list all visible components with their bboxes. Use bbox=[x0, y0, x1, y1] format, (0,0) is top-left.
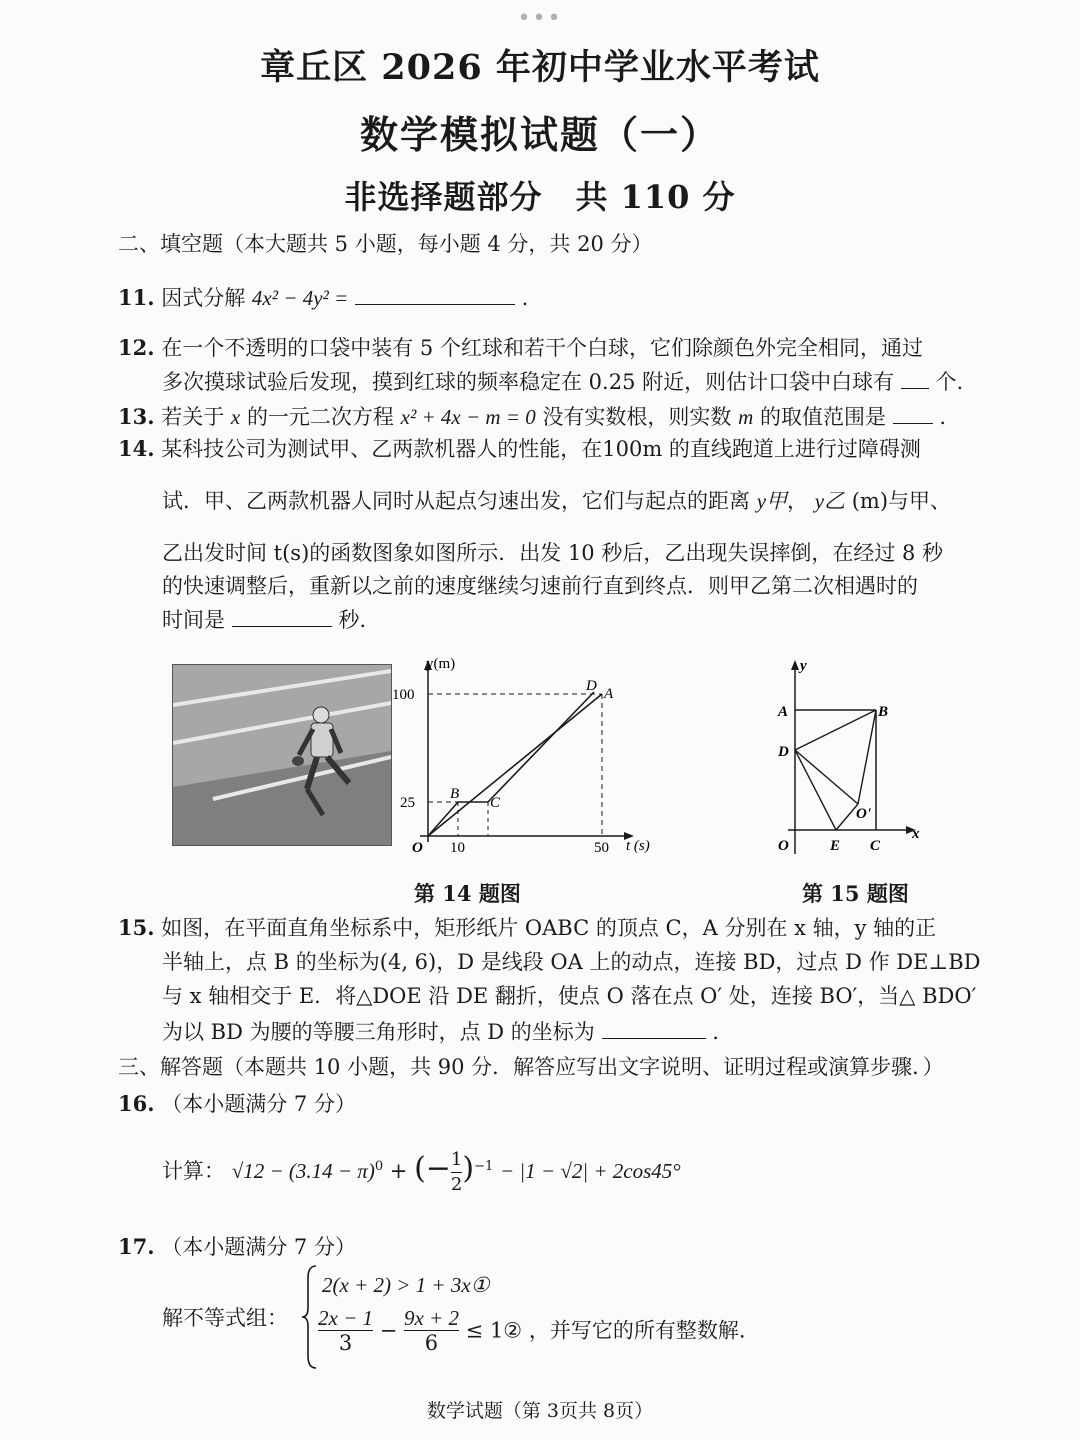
q17-ineq1 bbox=[322, 1270, 489, 1300]
fig14-xtick-50: 50 bbox=[594, 840, 609, 856]
fig14-point-b: B bbox=[450, 786, 460, 802]
fig15-label-a: A bbox=[778, 704, 789, 720]
q13 bbox=[118, 401, 946, 432]
q15-text4: 为以 BD 为腰的等腰三角形时，点 D 的坐标为 bbox=[162, 1020, 595, 1044]
fig14-ylabel: y(m) bbox=[426, 656, 456, 672]
q14-line2 bbox=[162, 486, 951, 516]
fig14-origin: O bbox=[412, 840, 423, 856]
q11-text: 因式分解 bbox=[161, 286, 246, 310]
part-title: 非选择题部分 共 110 分 bbox=[344, 178, 736, 216]
q16-paren-open: (− bbox=[414, 1151, 451, 1186]
q12-line2 bbox=[162, 366, 963, 397]
paper-title: 数学模拟试题（一） bbox=[359, 112, 720, 157]
fig15-graph bbox=[768, 654, 938, 864]
q15-line2: 半轴上，点 B 的坐标为(4, 6)，D 是线段 OA 上的动点，连接 BD，过点 D 作 DE⊥BD bbox=[162, 950, 981, 974]
q13-var-m: m bbox=[738, 405, 754, 429]
fig14-caption: 第 14 题图 bbox=[414, 881, 521, 906]
q17-brace bbox=[300, 1264, 320, 1370]
fig15-caption: 第 15 题图 bbox=[802, 881, 909, 906]
q14-y1: y甲 bbox=[756, 489, 788, 513]
q17-number: 17. bbox=[118, 1234, 155, 1259]
fig15-db bbox=[795, 710, 876, 750]
q16-expression bbox=[162, 1148, 681, 1197]
q13-var-x: x bbox=[230, 405, 241, 429]
q12-end: 个. bbox=[935, 370, 964, 394]
q13-end: . bbox=[939, 405, 947, 429]
fig15-xlabel: x bbox=[912, 826, 920, 842]
q17-frac2-num: 9x + 2 bbox=[403, 1306, 459, 1330]
q14-line3: 乙出发时间 t(s)的函数图象如图所示．出发 10 秒后，乙出现失误摔倒，在经过 8 秒 bbox=[162, 541, 944, 565]
q11-answer-blank bbox=[355, 282, 515, 305]
fig14-point-c: C bbox=[490, 795, 501, 811]
q17-frac1-num: 2x − 1 bbox=[318, 1306, 373, 1330]
fig14-xlabel: t (s) bbox=[626, 838, 650, 854]
q16-header bbox=[118, 1089, 356, 1119]
q14-number: 14. bbox=[118, 436, 155, 461]
q16-label: 计算： bbox=[162, 1159, 225, 1183]
fig15-label-c: C bbox=[870, 838, 881, 854]
q14-line4: 的快速调整后，重新以之前的速度继续匀速前行直到终点．则甲乙第二次相遇时的 bbox=[162, 574, 918, 598]
fig15-ob bbox=[858, 710, 876, 804]
q14-line5 bbox=[162, 604, 366, 635]
q13-equation: x² + 4x − m = 0 bbox=[400, 405, 536, 429]
q16-plus: + bbox=[389, 1159, 408, 1183]
q17-frac1 bbox=[318, 1306, 373, 1355]
q16-exp0: 0 bbox=[374, 1159, 384, 1174]
q14-text1: 某科技公司为测试甲、乙两款机器人的性能，在100m 的直线跑道上进行过障碍测 bbox=[161, 437, 921, 461]
q15-line1 bbox=[118, 913, 936, 943]
q14-y2: y乙 bbox=[814, 489, 846, 513]
fig15-label-d: D bbox=[778, 744, 789, 760]
q13-number: 13. bbox=[118, 404, 155, 429]
q11-expression: 4x² − 4y² = bbox=[251, 286, 349, 310]
fig15-de bbox=[795, 750, 836, 830]
q17-ineq1-text: 2(x + 2) > 1 + 3x① bbox=[322, 1273, 490, 1297]
exam-title: 章丘区 2026 年初中学业水平考试 bbox=[260, 47, 820, 88]
q17-tail: ，并写它的所有整数解. bbox=[528, 1318, 746, 1343]
q17-frac2 bbox=[404, 1306, 459, 1355]
q17-score: （本小题满分 7 分） bbox=[161, 1235, 356, 1259]
q15-line3: 与 x 轴相交于 E．将△DOE 沿 DE 翻折，使点 O 落在点 O′ 处，连接 BO′，当△ BDO′ bbox=[162, 984, 977, 1008]
q16-exp-neg1: −1 bbox=[474, 1159, 494, 1174]
q11 bbox=[118, 282, 528, 313]
q13-mid2: 没有实数根，则实数 bbox=[542, 405, 732, 429]
q17-frac1-den: 3 bbox=[338, 1331, 353, 1355]
q16-number: 16. bbox=[118, 1091, 155, 1116]
q17-rhs: ≤ 1② bbox=[465, 1318, 523, 1343]
fig14-line-yi bbox=[428, 692, 594, 836]
q15-number: 15. bbox=[118, 915, 155, 940]
fig15-do bbox=[795, 750, 858, 804]
q16-part1: √12 − (3.14 − π) bbox=[231, 1159, 375, 1183]
q17-label: 解不等式组： bbox=[162, 1306, 288, 1330]
fig14-point-a: A bbox=[604, 686, 614, 702]
q11-end: . bbox=[521, 286, 529, 310]
q16-frac-num: 1 bbox=[451, 1148, 462, 1173]
fig15-label-o-prime: O' bbox=[856, 806, 871, 822]
section2-heading: 二、填空题（本大题共 5 小题，每小题 4 分，共 20 分） bbox=[118, 232, 653, 256]
q16-frac-den: 2 bbox=[450, 1174, 463, 1195]
fig15-y-arrow bbox=[791, 660, 799, 670]
q13-post: 的取值范围是 bbox=[759, 405, 886, 429]
q17-ineq2 bbox=[318, 1306, 746, 1355]
q11-number: 11. bbox=[118, 285, 155, 310]
fig14-point-d: D bbox=[586, 678, 597, 694]
q16-paren-close: ) bbox=[462, 1151, 475, 1186]
fig15-ylabel: y bbox=[800, 658, 807, 674]
fig14-ytick-25: 25 bbox=[400, 795, 415, 811]
q16-score: （本小题满分 7 分） bbox=[161, 1092, 356, 1116]
q13-answer-blank bbox=[893, 401, 933, 424]
fig15-label-o: O bbox=[778, 838, 789, 854]
q16-fraction bbox=[451, 1148, 462, 1197]
q14-text2b: (m)与甲、 bbox=[851, 489, 952, 513]
q13-mid1: 的一元二次方程 bbox=[246, 405, 394, 429]
window-drag-dots[interactable]: ••• bbox=[517, 6, 563, 31]
q17-header bbox=[118, 1232, 356, 1262]
robot-photo-drawing bbox=[173, 665, 391, 845]
q16-part3: − |1 − √2| + 2cos45° bbox=[499, 1159, 681, 1183]
q14-sep: ， bbox=[787, 489, 809, 513]
q12-line1 bbox=[118, 333, 923, 363]
q17-minus: − bbox=[379, 1318, 398, 1343]
q14-answer-blank bbox=[232, 604, 332, 627]
q15-text1: 如图，在平面直角坐标系中，矩形纸片 OABC 的顶点 C，A 分别在 x 轴，y 轴的正 bbox=[161, 916, 937, 940]
fig15-label-b: B bbox=[878, 704, 889, 720]
q12-answer-blank bbox=[901, 366, 929, 389]
fig15-label-e: E bbox=[830, 838, 841, 854]
fig14-xtick-10: 10 bbox=[450, 840, 465, 856]
q17-frac2-den: 6 bbox=[424, 1331, 439, 1355]
q15-line4 bbox=[162, 1016, 719, 1047]
robot-photo bbox=[172, 664, 392, 846]
fig14-ytick-100: 100 bbox=[392, 687, 415, 703]
q15-answer-blank bbox=[602, 1016, 706, 1039]
q12-number: 12. bbox=[118, 335, 155, 360]
fig14-graph bbox=[390, 654, 660, 864]
q15-end: . bbox=[712, 1020, 719, 1044]
q14-text5b: 秒. bbox=[338, 608, 367, 632]
fig15-eo bbox=[836, 804, 858, 830]
fig14-line-jia bbox=[428, 694, 602, 836]
q13-pre: 若关于 bbox=[161, 405, 225, 429]
page-footer: 数学试题（第 3页共 8页） bbox=[426, 1400, 654, 1422]
q12-text2: 多次摸球试验后发现，摸到红球的频率稳定在 0.25 附近，则估计口袋中白球有 bbox=[162, 370, 895, 394]
q14-line1 bbox=[118, 434, 921, 464]
q14-text2a: 试．甲、乙两款机器人同时从起点匀速出发，它们与起点的距离 bbox=[162, 489, 750, 513]
q14-text5a: 时间是 bbox=[162, 608, 225, 632]
section3-heading: 三、解答题（本题共 10 小题，共 90 分．解答应写出文字说明、证明过程或演算步骤．） bbox=[118, 1055, 944, 1079]
q12-text1: 在一个不透明的口袋中装有 5 个红球和若干个白球，它们除颜色外完全相同，通过 bbox=[161, 336, 923, 360]
